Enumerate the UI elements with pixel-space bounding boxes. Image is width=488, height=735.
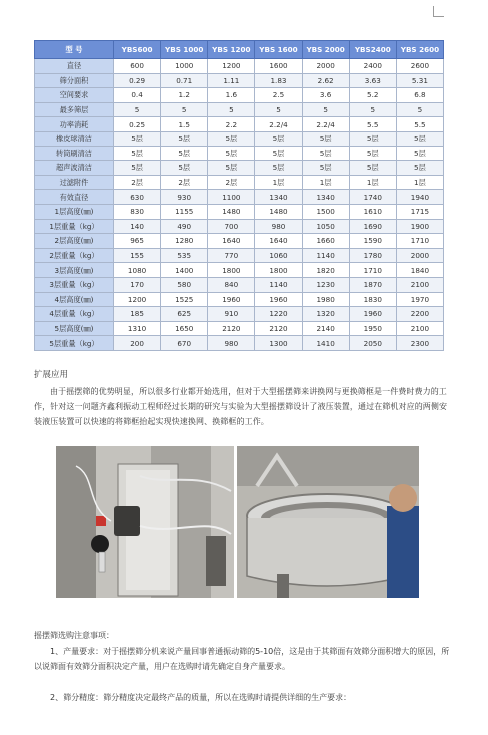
table-cell: 535 xyxy=(161,248,208,263)
table-cell: 1950 xyxy=(349,321,396,336)
table-cell: 5层 xyxy=(161,161,208,176)
sieve-frame-photo xyxy=(237,446,419,598)
row-label-cell: 5层高度(㎜) xyxy=(35,321,114,336)
table-cell: 630 xyxy=(114,190,161,205)
page-corner-mark xyxy=(433,6,444,17)
table-cell: 1.11 xyxy=(208,73,255,88)
table-row xyxy=(35,146,444,161)
table-cell: 5.5 xyxy=(396,117,443,132)
table-cell: 700 xyxy=(208,219,255,234)
table-cell: 2400 xyxy=(349,59,396,74)
table-header-cell: YBS2400 xyxy=(349,41,396,59)
row-label-cell: 2层高度(㎜) xyxy=(35,234,114,249)
table-cell: 170 xyxy=(114,277,161,292)
table-cell: 5层 xyxy=(349,161,396,176)
table-cell: 5层 xyxy=(114,161,161,176)
table-cell: 3.63 xyxy=(349,73,396,88)
table-row xyxy=(35,204,444,219)
row-label-cell: 直径 xyxy=(35,59,114,74)
table-cell: 5 xyxy=(396,102,443,117)
table-cell: 1940 xyxy=(396,190,443,205)
table-cell: 930 xyxy=(161,190,208,205)
row-label-cell: 4层重量（kg） xyxy=(35,307,114,322)
row-label-cell: 最多筛层 xyxy=(35,102,114,117)
table-cell: 5.31 xyxy=(396,73,443,88)
table-cell: 1650 xyxy=(161,321,208,336)
table-header-cell: YBS 1200 xyxy=(208,41,255,59)
table-cell: 1820 xyxy=(302,263,349,278)
table-cell: 5 xyxy=(255,102,302,117)
table-cell: 1050 xyxy=(302,219,349,234)
table-cell: 2000 xyxy=(302,59,349,74)
table-cell: 1400 xyxy=(161,263,208,278)
table-row xyxy=(35,248,444,263)
table-cell: 1800 xyxy=(208,263,255,278)
table-cell: 1780 xyxy=(349,248,396,263)
table-cell: 1200 xyxy=(208,59,255,74)
table-cell: 980 xyxy=(208,336,255,351)
table-cell: 670 xyxy=(161,336,208,351)
table-cell: 5 xyxy=(208,102,255,117)
table-cell: 6.8 xyxy=(396,88,443,103)
table-cell: 3.6 xyxy=(302,88,349,103)
row-label-cell: 功率消耗 xyxy=(35,117,114,132)
table-cell: 0.29 xyxy=(114,73,161,88)
table-cell: 5层 xyxy=(161,131,208,146)
table-cell: 490 xyxy=(161,219,208,234)
table-cell: 5层 xyxy=(114,146,161,161)
table-cell: 1870 xyxy=(349,277,396,292)
hydraulic-device-illustration xyxy=(56,446,234,598)
table-cell: 5层 xyxy=(255,131,302,146)
row-label-cell: 转筒刷清洁 xyxy=(35,146,114,161)
table-cell: 2层 xyxy=(161,175,208,190)
table-cell: 2100 xyxy=(396,321,443,336)
row-label-cell: 橡皮球清洁 xyxy=(35,131,114,146)
table-cell: 2.5 xyxy=(255,88,302,103)
table-cell: 1715 xyxy=(396,204,443,219)
table-cell: 1480 xyxy=(208,204,255,219)
table-cell: 1000 xyxy=(161,59,208,74)
table-cell: 1340 xyxy=(302,190,349,205)
purchase-note-item-1: 1、产量要求：对于摇摆筛分机来说产量回事普通振动筛的5-10倍，这是由于其筛面有效筛分面积增大的原因，所以说筛面有效筛分面积决定产量，用户在选购时请先确定自身产量要求。 xyxy=(34,647,450,671)
table-cell: 2300 xyxy=(396,336,443,351)
table-row xyxy=(35,161,444,176)
table-cell: 2.2/4 xyxy=(302,117,349,132)
table-cell: 1320 xyxy=(302,307,349,322)
table-cell: 5层 xyxy=(349,131,396,146)
expansion-paragraph: 由于摇摆筛的优势明显，所以很多行业都开始选用，但对于大型摇摆筛来讲换网与更换筛框是一件费时费力的工作，针对这一问题齐鑫利振动工程师经过长期的研究与实验为大型摇摆筛设计了液压装置，通过在筛机对应的两侧安装液压装置可以快速的将筛框抬起实现快速换网、换筛框的工作。 xyxy=(34,387,448,426)
table-cell: 1140 xyxy=(255,277,302,292)
table-cell: 5层 xyxy=(396,146,443,161)
table-cell: 5层 xyxy=(349,146,396,161)
row-label-cell: 有效直径 xyxy=(35,190,114,205)
table-cell: 2200 xyxy=(396,307,443,322)
table-cell: 1100 xyxy=(208,190,255,205)
row-label-cell: 4层高度(㎜) xyxy=(35,292,114,307)
table-cell: 2层 xyxy=(208,175,255,190)
table-cell: 1800 xyxy=(255,263,302,278)
table-cell: 5 xyxy=(302,102,349,117)
table-row xyxy=(35,117,444,132)
row-label-cell: 空间要求 xyxy=(35,88,114,103)
table-cell: 0.25 xyxy=(114,117,161,132)
table-row xyxy=(35,102,444,117)
table-cell: 1层 xyxy=(349,175,396,190)
table-cell: 1830 xyxy=(349,292,396,307)
table-cell: 2120 xyxy=(208,321,255,336)
table-cell: 1230 xyxy=(302,277,349,292)
table-row xyxy=(35,219,444,234)
table-cell: 965 xyxy=(114,234,161,249)
table-cell: 2000 xyxy=(396,248,443,263)
table-cell: 5层 xyxy=(255,161,302,176)
table-row xyxy=(35,234,444,249)
table-header-cell: YBS 1000 xyxy=(161,41,208,59)
table-cell: 2.2 xyxy=(208,117,255,132)
table-cell: 2600 xyxy=(396,59,443,74)
table-row xyxy=(35,292,444,307)
row-label-cell: 2层重量（kg） xyxy=(35,248,114,263)
table-cell: 140 xyxy=(114,219,161,234)
table-cell: 1640 xyxy=(208,234,255,249)
table-cell: 2.62 xyxy=(302,73,349,88)
row-label-cell: 3层重量（kg） xyxy=(35,277,114,292)
table-cell: 830 xyxy=(114,204,161,219)
table-cell: 5层 xyxy=(208,161,255,176)
sieve-frame-illustration xyxy=(237,446,419,598)
table-cell: 2120 xyxy=(255,321,302,336)
table-cell: 1层 xyxy=(302,175,349,190)
row-label-cell: 过滤附件 xyxy=(35,175,114,190)
table-cell: 840 xyxy=(208,277,255,292)
table-cell: 5 xyxy=(349,102,396,117)
table-cell: 1710 xyxy=(349,263,396,278)
table-cell: 1060 xyxy=(255,248,302,263)
table-row xyxy=(35,336,444,351)
table-cell: 1690 xyxy=(349,219,396,234)
table-header-cell: YBS 1600 xyxy=(255,41,302,59)
table-cell: 1970 xyxy=(396,292,443,307)
table-cell: 5层 xyxy=(302,146,349,161)
table-cell: 1200 xyxy=(114,292,161,307)
row-label-cell: 1层重量（kg） xyxy=(35,219,114,234)
table-cell: 980 xyxy=(255,219,302,234)
table-cell: 0.71 xyxy=(161,73,208,88)
row-label-cell: 筛分面积 xyxy=(35,73,114,88)
table-cell: 1.2 xyxy=(161,88,208,103)
table-cell: 1840 xyxy=(396,263,443,278)
table-row xyxy=(35,175,444,190)
table-cell: 770 xyxy=(208,248,255,263)
table-cell: 1.83 xyxy=(255,73,302,88)
table-cell: 5层 xyxy=(396,131,443,146)
table-cell: 1900 xyxy=(396,219,443,234)
table-row xyxy=(35,131,444,146)
row-label-cell: 5层重量（kg） xyxy=(35,336,114,351)
table-cell: 1600 xyxy=(255,59,302,74)
table-cell: 200 xyxy=(114,336,161,351)
table-cell: 2层 xyxy=(114,175,161,190)
table-body xyxy=(35,59,444,351)
table-row xyxy=(35,277,444,292)
table-cell: 5层 xyxy=(208,146,255,161)
table-cell: 1740 xyxy=(349,190,396,205)
table-cell: 1280 xyxy=(161,234,208,249)
table-cell: 2050 xyxy=(349,336,396,351)
table-cell: 5层 xyxy=(396,161,443,176)
table-cell: 910 xyxy=(208,307,255,322)
table-cell: 1.5 xyxy=(161,117,208,132)
table-cell: 5 xyxy=(161,102,208,117)
hydraulic-device-photo xyxy=(56,446,234,598)
section-heading-purchase-notes: 摇摆筛选购注意事项： xyxy=(34,631,114,640)
table-cell: 5 xyxy=(114,102,161,117)
table-header-cell: YBS 2600 xyxy=(396,41,443,59)
row-label-cell: 3层高度(㎜) xyxy=(35,263,114,278)
table-cell: 1660 xyxy=(302,234,349,249)
row-label-cell: 超声波清洁 xyxy=(35,161,114,176)
table-cell: 5.2 xyxy=(349,88,396,103)
purchase-note-item-2: 2、筛分精度：筛分精度决定最终产品的质量，所以在选购时请提供详细的生产要求： xyxy=(50,693,352,702)
table-header-cell: 型 号 xyxy=(35,41,114,59)
table-cell: 155 xyxy=(114,248,161,263)
table-cell: 1710 xyxy=(396,234,443,249)
table-row xyxy=(35,73,444,88)
table-cell: 1层 xyxy=(396,175,443,190)
table-cell: 600 xyxy=(114,59,161,74)
table-cell: 185 xyxy=(114,307,161,322)
table-cell: 5层 xyxy=(302,131,349,146)
table-cell: 1300 xyxy=(255,336,302,351)
table-row xyxy=(35,263,444,278)
table-cell: 5层 xyxy=(161,146,208,161)
table-cell: 1960 xyxy=(349,307,396,322)
table-cell: 1640 xyxy=(255,234,302,249)
spec-table xyxy=(34,40,444,351)
table-cell: 5.5 xyxy=(349,117,396,132)
table-cell: 5层 xyxy=(208,131,255,146)
table-cell: 1层 xyxy=(255,175,302,190)
table-row xyxy=(35,59,444,74)
table-cell: 2.2/4 xyxy=(255,117,302,132)
table-cell: 1080 xyxy=(114,263,161,278)
table-header-cell: YBS 2000 xyxy=(302,41,349,59)
table-cell: 1610 xyxy=(349,204,396,219)
table-row xyxy=(35,88,444,103)
table-cell: 1310 xyxy=(114,321,161,336)
table-cell: 1340 xyxy=(255,190,302,205)
row-label-cell: 1层高度(㎜) xyxy=(35,204,114,219)
table-cell: 2100 xyxy=(396,277,443,292)
table-row xyxy=(35,190,444,205)
table-row xyxy=(35,321,444,336)
table-cell: 2140 xyxy=(302,321,349,336)
table-cell: 1960 xyxy=(208,292,255,307)
section-heading-expansion: 扩展应用 xyxy=(34,370,69,380)
table-cell: 1590 xyxy=(349,234,396,249)
table-cell: 5层 xyxy=(302,161,349,176)
table-cell: 1410 xyxy=(302,336,349,351)
table-cell: 1140 xyxy=(302,248,349,263)
table-header-row xyxy=(35,41,444,59)
table-cell: 5层 xyxy=(114,131,161,146)
table-cell: 1980 xyxy=(302,292,349,307)
table-cell: 1960 xyxy=(255,292,302,307)
table-row xyxy=(35,307,444,322)
table-cell: 1500 xyxy=(302,204,349,219)
table-cell: 0.4 xyxy=(114,88,161,103)
table-cell: 1525 xyxy=(161,292,208,307)
table-cell: 5层 xyxy=(255,146,302,161)
table-cell: 625 xyxy=(161,307,208,322)
table-cell: 1220 xyxy=(255,307,302,322)
table-cell: 580 xyxy=(161,277,208,292)
table-header-cell: YBS600 xyxy=(114,41,161,59)
table-cell: 1480 xyxy=(255,204,302,219)
table-cell: 1.6 xyxy=(208,88,255,103)
table-cell: 1155 xyxy=(161,204,208,219)
